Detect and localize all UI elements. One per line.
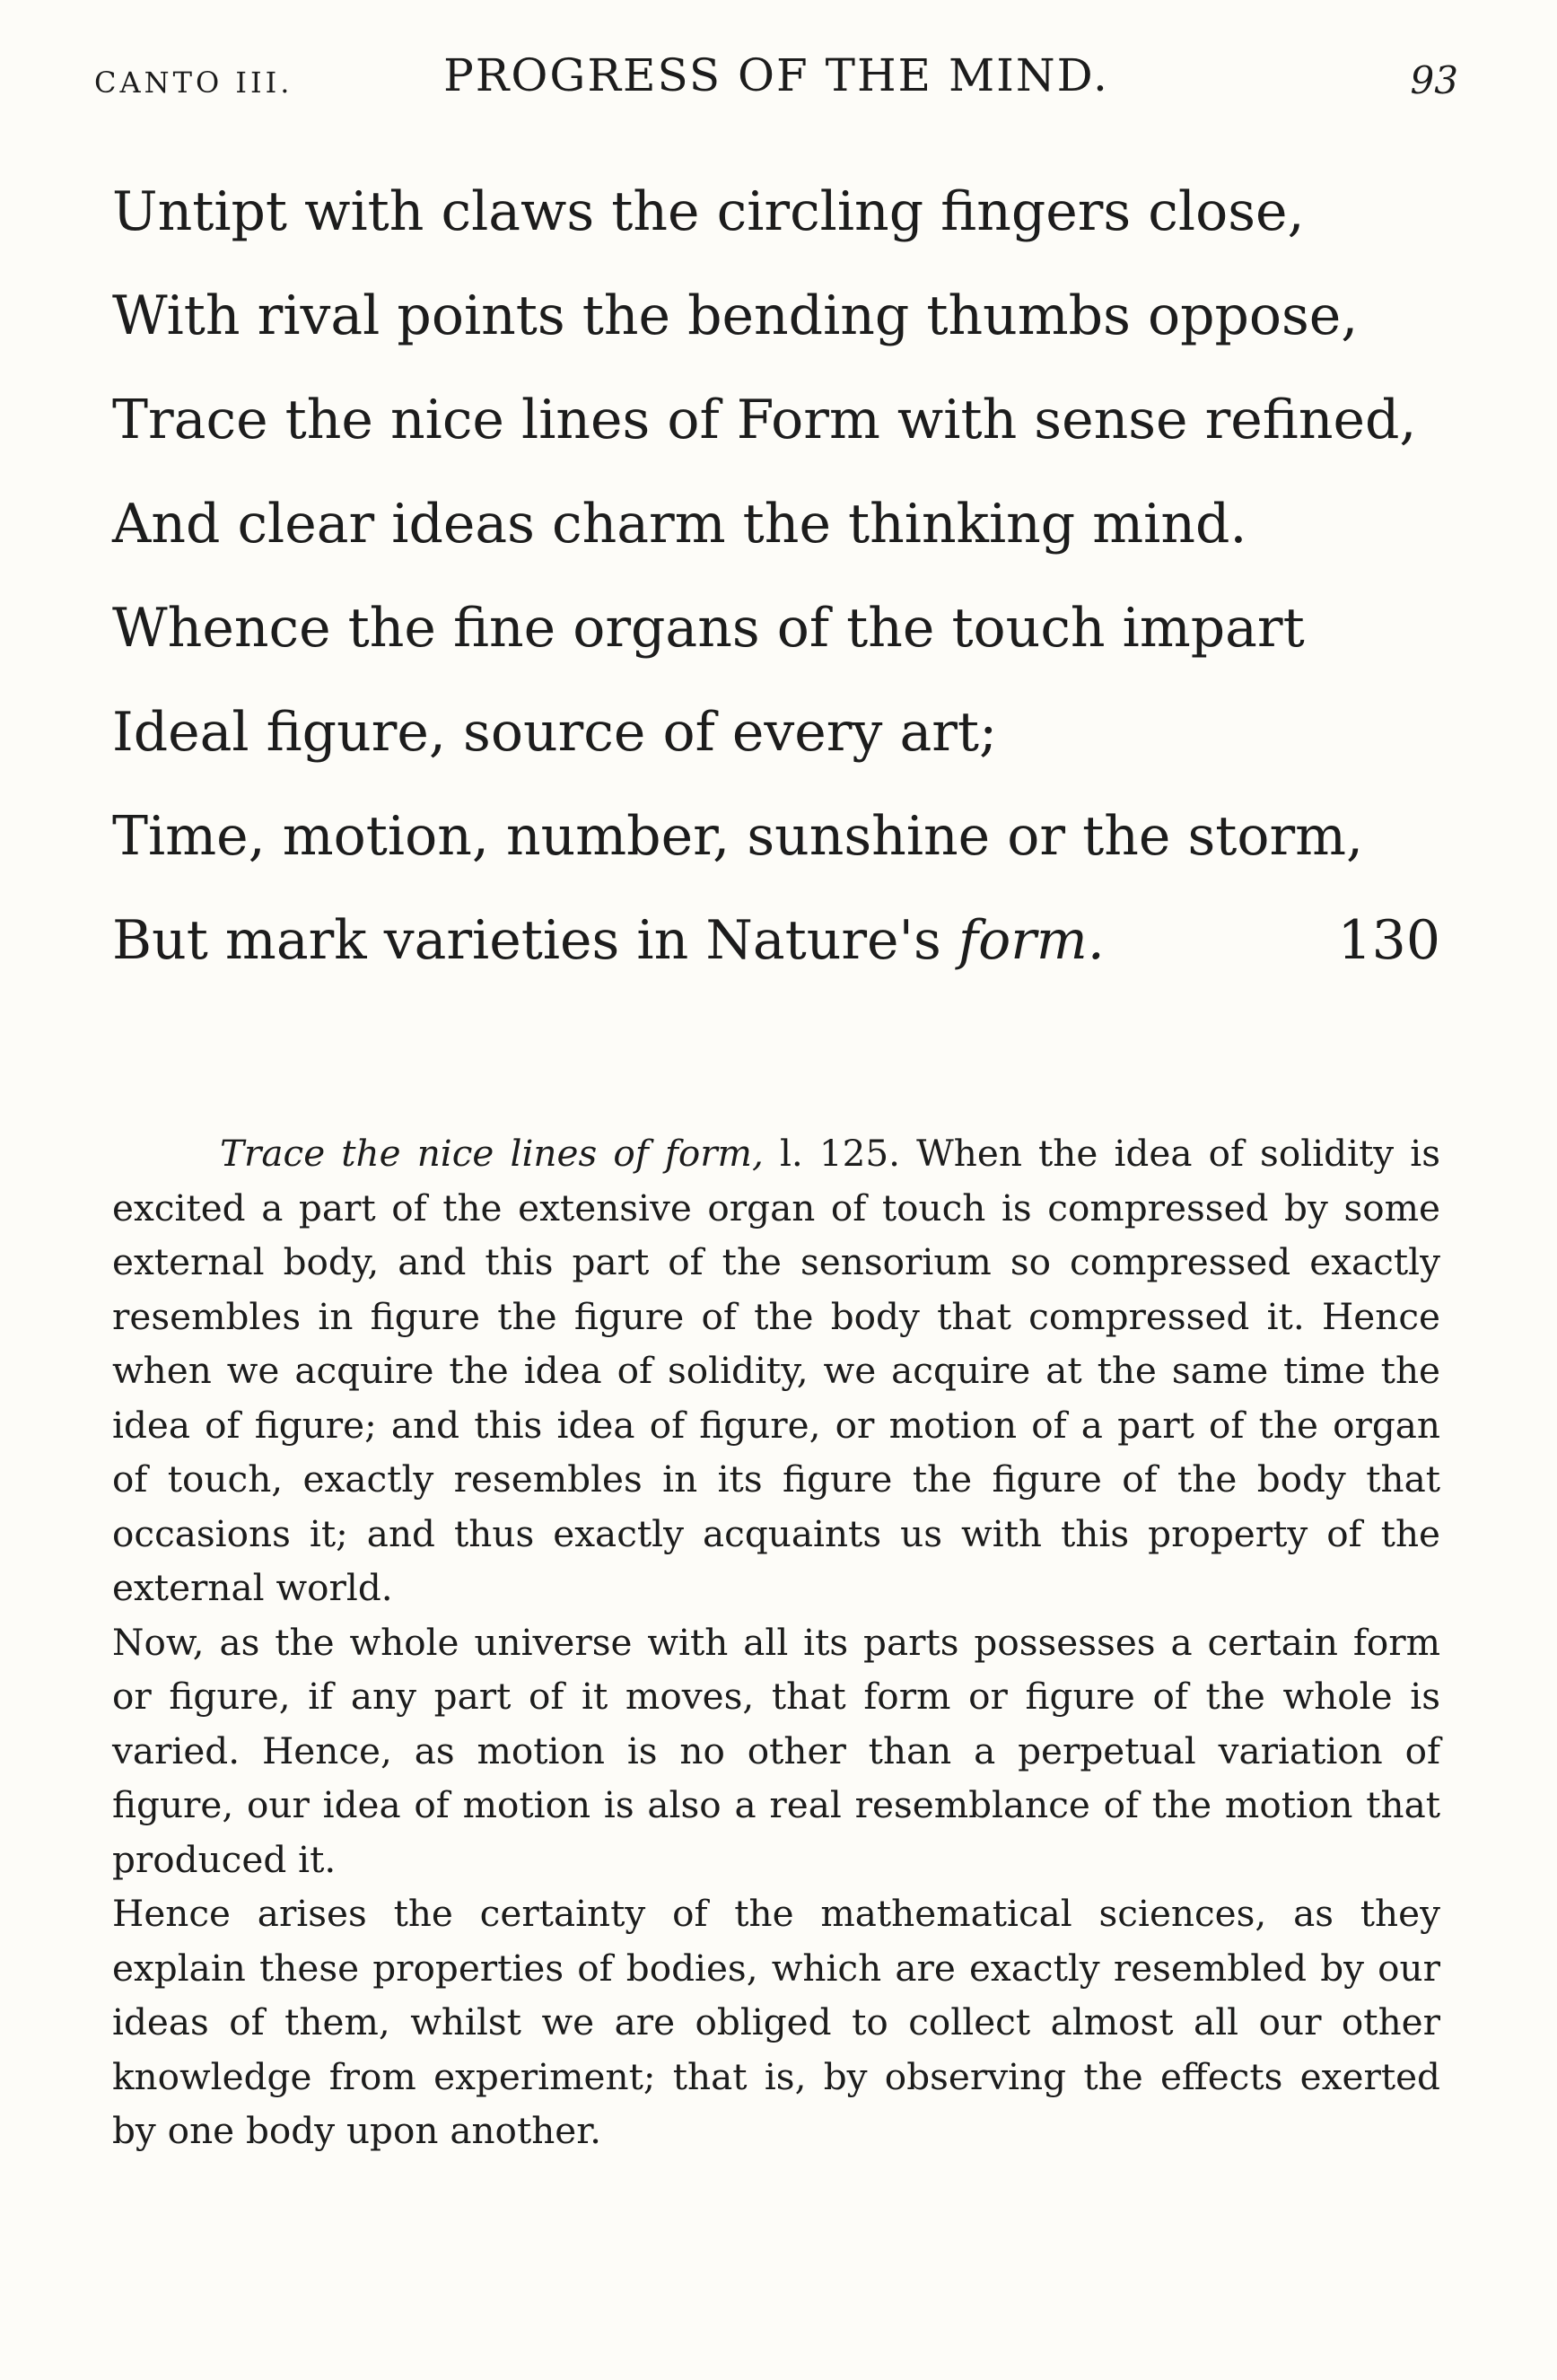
page-number: 93 <box>1410 58 1458 102</box>
note-text: When the idea of solidity is excited a part of the extensive organ of touch is compressed by some external body, and this part of the sensorium so compressed exactly resembles in figure the figure of the body that compressed it. Hence when we acquire the idea of solidity, we acquire at the same time the idea of figure; and this idea of figure, or motion of a part of the organ of touch, exactly resembles in its figure the figure of the body that occasions it; and thus exactly acquaints us with this property of the external world. <box>112 1132 1440 1609</box>
note-reference: Trace the nice lines of form, <box>220 1132 764 1175</box>
note-text: Now, as the whole universe with all its parts possesses a certain form or figure, if any part of it moves, that form or figure of the whole is varied. Hence, as motion is no other than a perpetual variation of figure, our idea of motion is also a real resemblance of the motion that produced it. <box>112 1620 1440 1881</box>
verse-line: With rival points the bending thumbs oppose, <box>112 284 1359 347</box>
running-title: PROGRESS OF THE MIND. <box>443 49 1109 101</box>
verse-line: Whence the fine organs of the touch impart <box>112 597 1305 660</box>
verse-line: And clear ideas charm the thinking mind. <box>112 493 1247 556</box>
canto-label: CANTO III. <box>94 66 293 100</box>
note-reference-line: l. 125. <box>763 1132 901 1175</box>
note-paragraph <box>112 1886 1440 2158</box>
verse-line-last <box>112 888 1440 993</box>
note-text: Hence arises the certainty of the mathematical sciences, as they explain these properties of bodies, which are exactly resembled by our ideas of them, whilst we are obliged to collect almost all our other knowledge from experiment; that is, by observing the effects exerted by one body upon another. <box>112 1892 1440 2152</box>
verse-line: Time, motion, number, sunshine or the storm, <box>112 805 1364 868</box>
verse-line: Untipt with claws the circling fingers close, <box>112 180 1305 243</box>
page-header <box>94 49 1458 121</box>
poem-stanza <box>112 160 1440 993</box>
note-paragraph <box>112 1126 1440 1615</box>
verse-line: Trace the nice lines of Form with sense refined, <box>112 389 1417 451</box>
line-number: 130 <box>1337 909 1440 972</box>
verse-line: Ideal figure, source of every art; <box>112 701 998 764</box>
note-paragraph <box>112 1615 1440 1887</box>
verse-line-italic: form. <box>958 909 1105 972</box>
verse-line-text: But mark varieties in Nature's <box>112 909 958 972</box>
footnotes <box>112 1126 1440 2158</box>
